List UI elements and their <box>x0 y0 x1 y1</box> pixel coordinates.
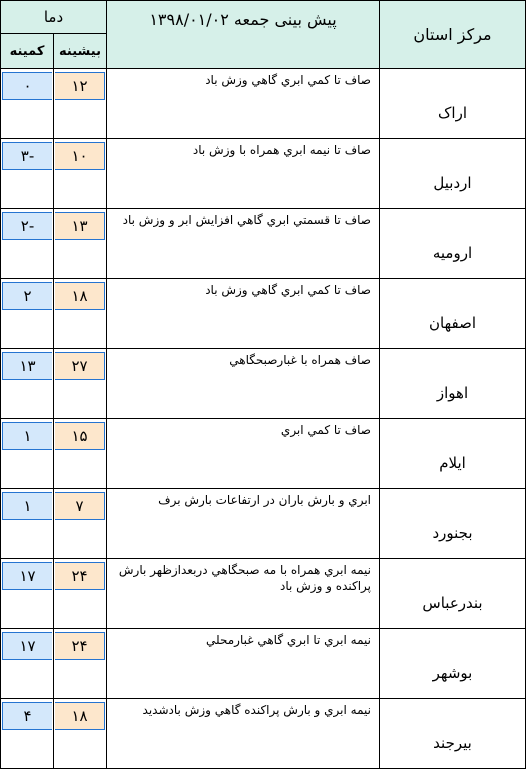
max-temp-cell <box>54 559 107 629</box>
max-temp-cell <box>54 699 107 769</box>
max-temp-cell <box>54 69 107 139</box>
max-temp-cell <box>54 349 107 419</box>
min-temp: ۰ <box>2 72 52 100</box>
max-temp: ۱۳ <box>55 212 105 240</box>
station-name: ایلام <box>380 419 526 489</box>
min-temp-cell <box>1 699 54 769</box>
table-row <box>1 279 526 349</box>
min-temp-cell <box>1 139 54 209</box>
forecast-text: صاف تا نیمه ابري همراه با وزش باد <box>107 139 380 209</box>
min-temp: ۱۳ <box>2 352 52 380</box>
min-temp: ۱۷ <box>2 562 52 590</box>
max-temp: ۱۵ <box>55 422 105 450</box>
max-temp-cell <box>54 489 107 559</box>
table-row <box>1 699 526 769</box>
table-row <box>1 69 526 139</box>
max-temp-cell <box>54 139 107 209</box>
max-temp: ۷ <box>55 492 105 520</box>
forecast-text: صاف تا كمي ابري گاهي وزش باد <box>107 279 380 349</box>
max-temp: ۱۸ <box>55 702 105 730</box>
header-temperature: دما <box>1 1 107 34</box>
station-name: ارومیه <box>380 209 526 279</box>
header-max: بیشینه <box>54 34 107 69</box>
max-temp: ۲۴ <box>55 562 105 590</box>
forecast-text: نیمه ابري تا ابري گاهي غبارمحلي <box>107 629 380 699</box>
min-temp-cell <box>1 629 54 699</box>
max-temp-cell <box>54 419 107 489</box>
station-name: بجنورد <box>380 489 526 559</box>
station-name: بیرجند <box>380 699 526 769</box>
min-temp: -۲ <box>2 212 52 240</box>
min-temp-cell <box>1 209 54 279</box>
station-name: اردبیل <box>380 139 526 209</box>
max-temp: ۲۴ <box>55 632 105 660</box>
min-temp-cell <box>1 419 54 489</box>
station-name: بوشهر <box>380 629 526 699</box>
min-temp: ۱۷ <box>2 632 52 660</box>
max-temp: ۲۷ <box>55 352 105 380</box>
table-row <box>1 559 526 629</box>
station-name: اهواز <box>380 349 526 419</box>
min-temp: ۱ <box>2 492 52 520</box>
header-station: مرکز استان <box>380 1 526 69</box>
table-row <box>1 209 526 279</box>
min-temp-cell <box>1 349 54 419</box>
max-temp-cell <box>54 209 107 279</box>
max-temp: ۱۲ <box>55 72 105 100</box>
header-min: کمینه <box>1 34 54 69</box>
station-name: اصفهان <box>380 279 526 349</box>
max-temp: ۱۸ <box>55 282 105 310</box>
min-temp: ۴ <box>2 702 52 730</box>
min-temp: ۱ <box>2 422 52 450</box>
table-row <box>1 139 526 209</box>
max-temp-cell <box>54 629 107 699</box>
station-name: بندرعباس <box>380 559 526 629</box>
table-row <box>1 489 526 559</box>
forecast-text: صاف همراه با غبارصبحگاهي <box>107 349 380 419</box>
forecast-text: صاف تا كمي ابري <box>107 419 380 489</box>
forecast-text: نیمه ابري همراه با مه صبحگاهي دربعدازظهر بارش پراکنده و وزش باد <box>107 559 380 629</box>
forecast-text: نیمه ابري و بارش پراکنده گاهي وزش بادشدید <box>107 699 380 769</box>
station-name: اراک <box>380 69 526 139</box>
table-row <box>1 629 526 699</box>
table-row <box>1 349 526 419</box>
max-temp: ۱۰ <box>55 142 105 170</box>
forecast-text: صاف تا قسمتي ابري گاهي افزایش ابر و وزش باد <box>107 209 380 279</box>
forecast-text: صاف تا كمي ابري گاهي وزش باد <box>107 69 380 139</box>
max-temp-cell <box>54 279 107 349</box>
min-temp-cell <box>1 69 54 139</box>
min-temp-cell <box>1 489 54 559</box>
table-row <box>1 419 526 489</box>
min-temp-cell <box>1 279 54 349</box>
min-temp-cell <box>1 559 54 629</box>
min-temp: ۲ <box>2 282 52 310</box>
header-forecast: پیش بینی جمعه ۱۳۹۸/۰۱/۰۲ <box>107 1 380 69</box>
forecast-text: ابري و بارش باران در ارتفاعات بارش برف <box>107 489 380 559</box>
min-temp: -۳ <box>2 142 52 170</box>
